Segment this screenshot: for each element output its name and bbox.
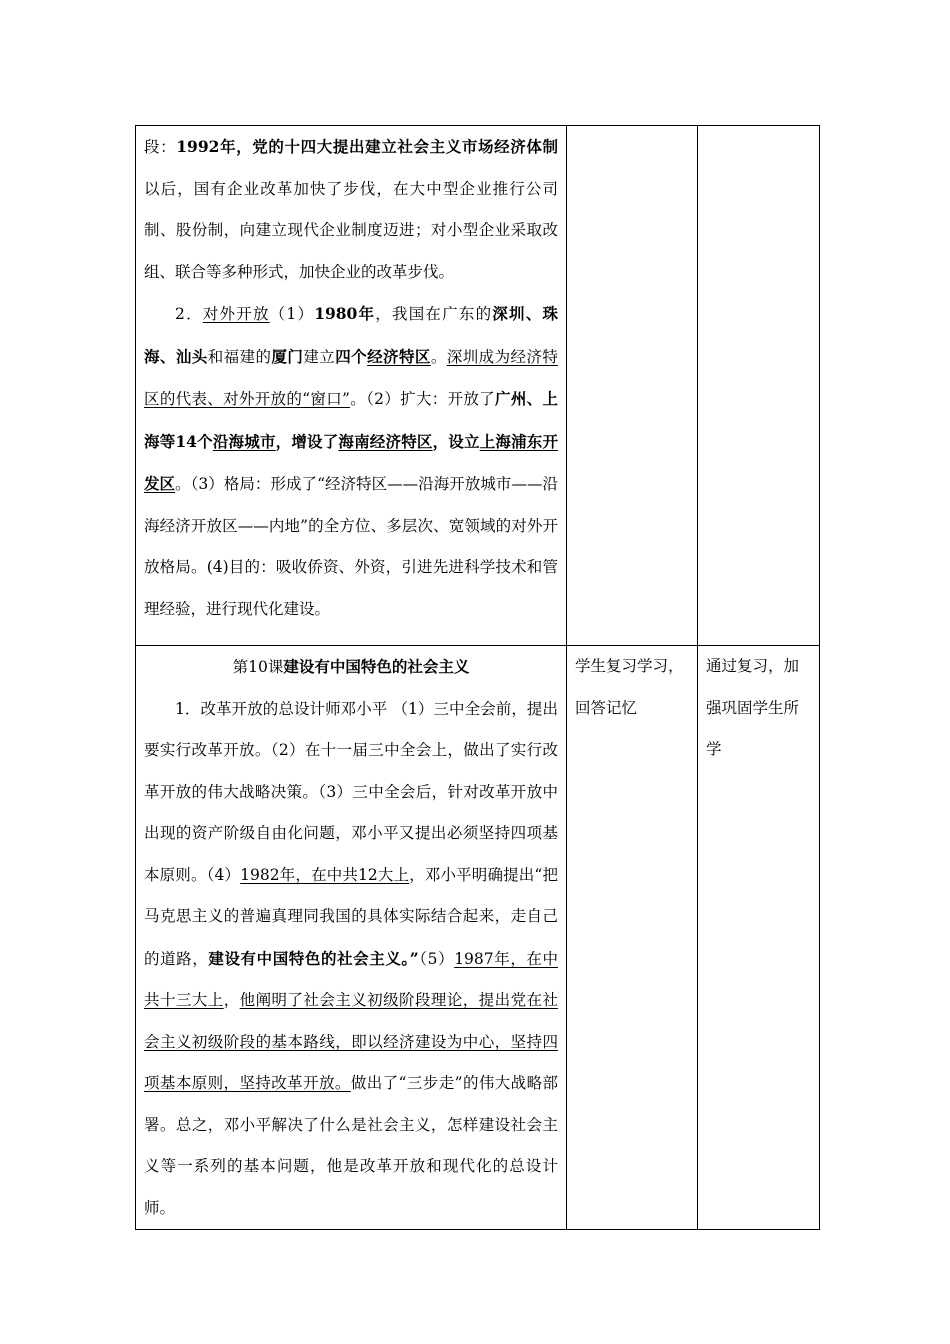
lesson-table xyxy=(135,125,820,1230)
paragraph-enterprise-reform: 段：1992年，党的十四大提出建立社会主义市场经济体制以后，国有企业改革加快了步伐，在大中型企业推行公司制、股份制，向建立现代企业制度迈进；对小型企业采取改组、联合等多种形式，加快企业的改革步伐。 xyxy=(144,137,558,281)
student-activity-cell xyxy=(567,646,698,1230)
design-purpose-cell xyxy=(698,646,820,1230)
content-cell xyxy=(136,126,567,646)
design-purpose-cell xyxy=(698,126,820,646)
content-cell xyxy=(136,646,567,1230)
design-purpose-text: 通过复习，加强巩固学生所学 xyxy=(706,657,800,758)
student-activity-cell xyxy=(567,126,698,646)
section-heading: 对外开放 xyxy=(202,305,270,323)
paragraph-deng-xiaoping: 1．改革开放的总设计师邓小平 （1）三中全会前，提出要实行改革开放。（2）在十一届三中全会上，做出了实行改革开放的伟大战略决策。（3）三中全会后，针对改革开放中出现的资产阶级自由化问题，邓小平又提出必须坚持四项基本原则。（4）1982年，在中共12大上，邓小平明确提出“把马克思主义的普遍真理同我国的具体实际结合起来，走自己的道路，建设有中国特色的社会主义。”（5）1987年，在中共十三大上，他阐明了社会主义初级阶段理论，提出党在社会主义初级阶段的基本路线，即以经济建设为中心，坚持四项基本原则，坚持改革开放。做出了“三步走”的伟大战略部署。总之，邓小平解决了什么是社会主义，怎样建设社会主义等一系列的基本问题，他是改革开放和现代化的总设计师。 xyxy=(144,699,558,1217)
lesson-title: 第10课建设有中国特色的社会主义 xyxy=(232,657,470,676)
student-activity-text: 学生复习学习，回答记忆 xyxy=(575,657,684,717)
table-row xyxy=(136,126,820,646)
table-row xyxy=(136,646,820,1230)
paragraph-opening-up: 2．对外开放（1）1980年，我国在广东的深圳、珠海、汕头和福建的厦门建立四个经济特区。深圳成为经济特区的代表、对外开放的“窗口”。（2）扩大：开放了广州、上海等14个沿海城市，增设了海南经济特区，设立上海浦东开发区。（3）格局：形成了“经济特区——沿海开放城市——沿海经济开放区——内地”的全方位、多层次、宽领域的对外开放格局。(4)目的：吸收侨资、外资，引进先进科学技术和管理经验，进行现代化建设。 xyxy=(144,304,558,618)
